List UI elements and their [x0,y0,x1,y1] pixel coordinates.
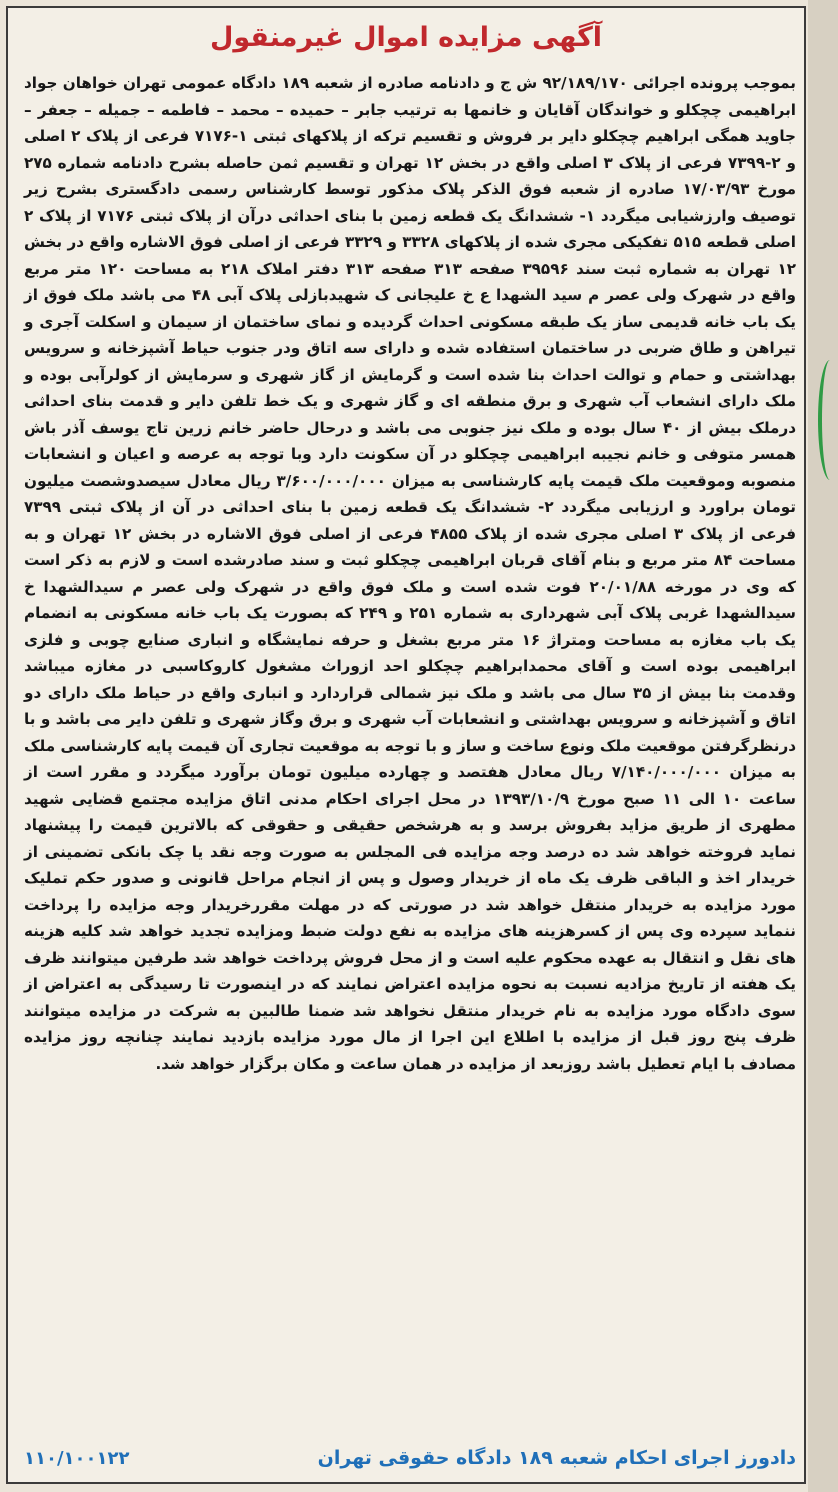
notice-signature: دادورز اجرای احکام شعبه ۱۸۹ دادگاه حقوقی تهران [317,1447,796,1469]
notice-frame [6,6,806,1484]
notice-footer [24,1440,796,1476]
notice-title: آگهی مزایده اموال غیرمنقول [209,22,603,53]
notice-body: بموجب پرونده اجرائی ۹۲/۱۸۹/۱۷۰ ش ج و دادنامه صادره از شعبه ۱۸۹ دادگاه عمومی تهران خواهان جواد ابراهیمی چچکلو و خواندگان آقایان و خانمها به ترتیب جابر – حمیده – محمد – فاطمه – جمیله – جعفر – جاوید همگی ابراهیم چچکلو دایر بر فروش و تقسیم ترکه از پلاکهای ثبتی ۱-۷۱۷۶ فرعی از پلاک ۲ اصلی و ۲-۷۳۹۹ فرعی از پلاک ۳ اصلی واقع در بخش ۱۲ تهران و تقسیم ثمن حاصله بشرح دادنامه شماره ۲۷۵ مورخ ۱۷/۰۳/۹۳ صادره از شعبه فوق الذکر پلاک مذکور توسط کارشناس رسمی دادگستری بشرح زیر توصیف وارزشیابی میگردد ۱- ششدانگ یک قطعه زمین با بنای احداثی درآن از پلاک ثبتی ۷۱۷۶ از پلاک ۲ اصلی قطعه ۵۱۵ تفکیکی مجری شده از پلاکهای ۳۳۲۸ و ۳۳۲۹ فرعی از اصلی فوق الاشاره واقع در بخش ۱۲ تهران به شماره ثبت سند ۳۹۵۹۶ صفحه ۳۱۳ صفحه ۳۱۳ دفتر املاک ۲۱۸ به مساحت ۱۲۰ متر مربع واقع در شهرک ولی عصر م سید الشهدا ع خ علیجانی ک شهیدبازلی پلاک آبی ۴۸ می باشد ملک فوق از یک باب خانه قدیمی ساز یک طبقه مسکونی احداث گردیده و نمای ساختمان از سیمان و اسکلت آجری و تیراهن و طاق ضربی در ساختمان استفاده شده و دارای سه اتاق ودر جنوب حیاط آشپزخانه و سرویس بهداشتی و حمام و توالت احداث بنا شده است و گرمایش از گاز شهری و سرمایش از کولرآبی بوده و ملک دارای انشعاب آب شهری و برق منطقه ای و گاز شهری و یک خط تلفن دایر و قدمت بنای احداثی درملک بیش از ۴۰ سال بوده و ملک نیز جنوبی می باشد و درحال حاضر خانم زرین تاج یوسف آذر باش همسر متوفی و خانم نجیبه ابراهیمی چچکلو در آن سکونت دارد وبا توجه به عرصه و اعیان و انشعابات منصوبه وموقعیت ملک قیمت پایه کارشناسی به میزان ۳/۶۰۰/۰۰۰/۰۰۰ ریال معادل سیصدوشصت میلیون تومان براورد و ارزیابی میگردد ۲- ششدانگ یک قطعه زمین با بنای احداثی در آن از پلاک ثبتی ۷۳۹۹ فرعی از پلاک ۳ اصلی مجری شده از پلاک ۴۸۵۵ فرعی از اصلی فوق الاشاره در بخش ۱۲ تهران و به مساحت ۸۴ متر مربع و بنام آقای قربان ابراهیمی چچکلو ثبت و سند صادرشده است و لازم به ذکر است که وی در مورخه ۲۰/۰۱/۸۸ فوت شده است و ملک فوق واقع در شهرک ولی عصر م سیدالشهدا خ سیدالشهدا غربی پلاک آبی شهرداری به شماره ۲۵۱ و ۲۴۹ که بصورت یک باب خانه مسکونی به انضمام یک باب مغازه به مساحت ومتراژ ۱۶ متر مربع بشغل و حرفه نمایشگاه و انباری صنایع چوبی و فلزی ابراهیمی بوده است و آقای محمدابراهیم چچکلو احد ازوراث مشغول کاروکاسبی در مغازه میباشد وقدمت بنا بیش از ۳۵ سال می باشد و ملک نیز شمالی قراردارد و انباری واقع در حیاط ملک دارای دو اتاق و آشپزخانه و سرویس بهداشتی و انشعابات آب شهری و برق وگاز شهری و تلفن دایر می باشد و با درنظرگرفتن موقعیت ملک ونوع ساخت و ساز و با توجه به موقعیت تجاری آن قیمت پایه کارشناسی ملک به میزان ۷/۱۴۰/۰۰۰/۰۰۰ ریال معادل هفتصد و چهارده میلیون تومان برآورد میگردد و مقرر است از ساعت ۱۰ الی ۱۱ صبح مورخ ۱۳۹۳/۱۰/۹ در محل اجرای احکام مدنی اتاق مزایده مجتمع قضایی شهید مطهری از طریق مزاید بفروش برسد و به هرشخص حقیقی و حقوقی که بالاترین قیمت را پیشنهاد نماید فروخته خواهد شد ده درصد وجه مزایده فی المجلس به صورت وجه نقد یا چک بانکی تضمینی از خریدار اخذ و الباقی ظرف یک ماه از خریدار وصول و پس از انجام مراحل قانونی و صدور حکم تملیک مورد مزایده به خریدار منتقل خواهد شد در صورتی که در مهلت مقررخریدار وجه مزایده را پرداخت ننماید سپرده وی پس از کسرهزینه های مزایده به نفع دولت ضبط ومزایده تجدید خواهد شد کلیه هزینه های نقل و انتقال به عهده محکوم علیه است و از محل فروش پرداخت خواهد شد طرفین میتوانند ظرف یک هفته از تاریخ مزادیه نسبت به نحوه مزایده اعتراض نمایند که در اینصورت تا رسیدگی به اعتراض از سوی دادگاه مورد مزایده به نام خریدار منتقل نخواهد شد ضمنا طالبین به شرکت در مزایده میتوانند ظرف پنج روز قبل از مزایده با اطلاع این اجرا از مال مورد مزایده بازدید نمایند چنانچه روز مزایده مصادف با ایام تعطیل باشد روزبعد از مزایده در همان ساعت و مکان برگزار خواهد شد. [24,74,797,1073]
notice-code: ۱۱۰/۱۰۰۱۲۲ [24,1447,130,1469]
adjacent-page-strip [808,0,838,1492]
green-ink-mark [818,360,838,480]
